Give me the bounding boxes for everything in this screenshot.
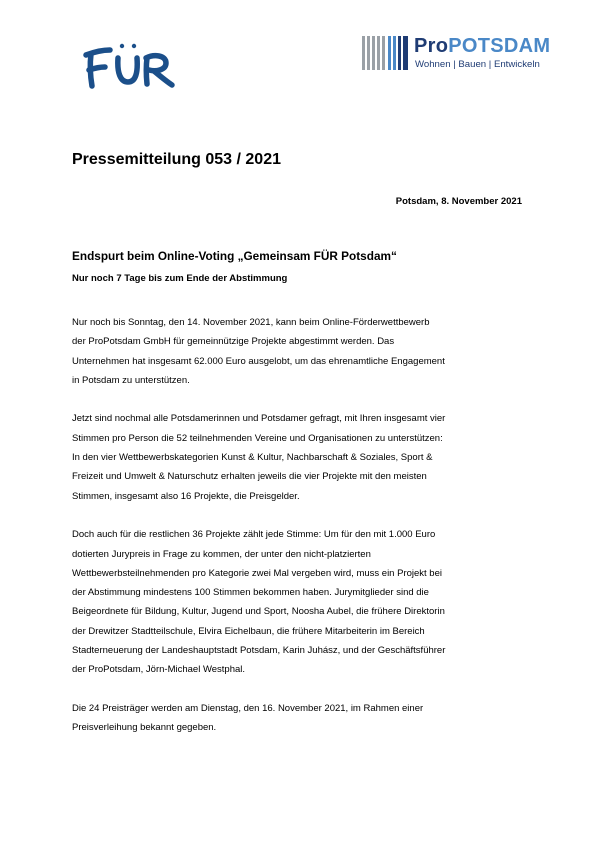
text-line: Jetzt sind nochmal alle Potsdamerinnen und Potsdamer gefragt, mit Ihren insgesamt vier: [72, 413, 446, 425]
paragraph: [72, 313, 522, 390]
text-line: Preisverleihung bekannt gegeben.: [72, 722, 217, 734]
text-line: Wettbewerbsteilnehmenden pro Kategorie zwei Mal vergeben wird, muss ein Projekt bei: [72, 567, 442, 579]
paragraph: [72, 525, 522, 679]
text-line: Freizeit und Umwelt & Naturschutz erhalten jeweils die vier Projekte mit den meisten: [72, 471, 427, 483]
propotsdam-wordmark: [414, 34, 550, 58]
text-line: Beigeordnete für Bildung, Kultur, Jugend und Sport, Noosha Aubel, die frühere Direktorin: [72, 606, 445, 618]
text-line: dotierten Jurypreis in Frage zu kommen, der unter den nicht-platzierten: [72, 548, 371, 560]
text-line: Doch auch für die restlichen 36 Projekte zählt jede Stimme: Um für den mit 1.000 Euro: [72, 529, 436, 541]
paragraph: [72, 699, 522, 738]
text-line: der Drewitzer Stadtteilschule, Elvira Eichelbaun, die frühere Mitarbeiterin im Bereich: [72, 625, 425, 637]
body-text: [72, 313, 522, 757]
press-release-title: Pressemitteilung 053 / 2021: [72, 151, 281, 168]
text-line: Stimmen pro Person die 52 teilnehmenden Vereine und Organisationen zu unterstützen:: [72, 432, 443, 444]
paragraph: [72, 409, 522, 505]
propotsdam-potsdam-text: POTSDAM: [448, 35, 551, 57]
text-line: der Abstimmung mindestens 100 Stimmen bekommen haben. Jurymitglieder sind die: [72, 587, 429, 599]
propotsdam-tagline: Wohnen | Bauen | Entwickeln: [415, 59, 540, 70]
text-line: Nur noch bis Sonntag, den 14. November 2021, kann beim Online-Förderwettbewerb: [72, 317, 430, 328]
text-line: Stimmen, insgesamt also 16 Projekte, die Preisgelder.: [72, 490, 300, 502]
text-line: Die 24 Preisträger werden am Dienstag, den 16. November 2021, im Rahmen einer: [72, 702, 424, 714]
text-line: der ProPotsdam, Jörn-Michael Westphal.: [72, 664, 246, 676]
text-line: In den vier Wettbewerbskategorien Kunst & Kultur, Nachbarschaft & Soziales, Sport &: [72, 452, 433, 464]
text-line: in Potsdam zu unterstützen.: [72, 374, 190, 386]
text-line: Stadterneuerung der Landeshauptstadt Potsdam, Karin Juhász, und der Geschäftsführer: [72, 645, 446, 657]
place-date: Potsdam, 8. November 2021: [395, 196, 522, 207]
propotsdam-logo: [362, 34, 572, 74]
propotsdam-pro-text: Pro: [414, 35, 449, 57]
text-line: Unternehmen hat insgesamt 62.000 Euro ausgelobt, um das ehrenamtliche Engagement: [72, 355, 445, 367]
text-line: der ProPotsdam GmbH für gemeinnützige Projekte abgestimmt werden. Das: [72, 336, 395, 348]
subheadline: Nur noch 7 Tage bis zum Ende der Abstimmung: [72, 273, 288, 284]
headline: Endspurt beim Online-Voting „Gemeinsam FÜR Potsdam“: [72, 249, 397, 263]
fuer-logo: [80, 38, 180, 90]
propotsdam-bars-icon: [362, 36, 410, 70]
